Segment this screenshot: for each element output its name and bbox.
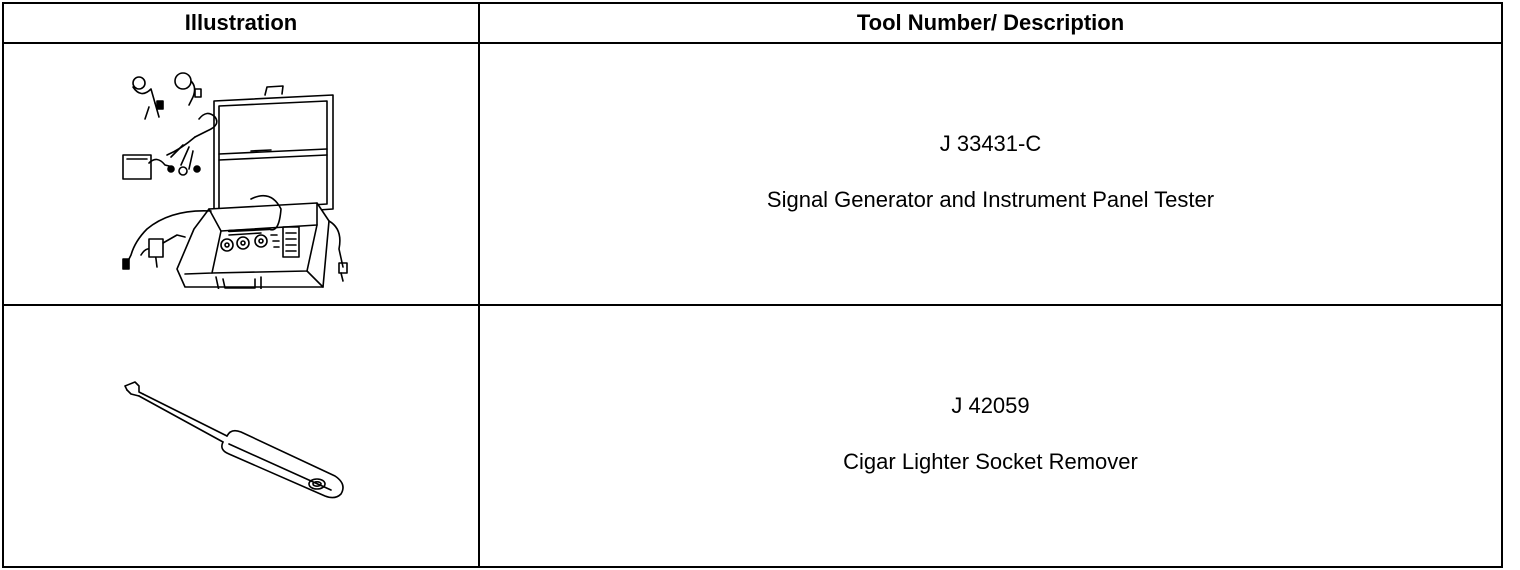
- illustration-cell: [3, 43, 479, 305]
- tool-description: Cigar Lighter Socket Remover: [843, 449, 1138, 474]
- table-row: [3, 305, 1502, 567]
- description-block: [480, 131, 1501, 213]
- tool-table: [2, 2, 1503, 568]
- tool-description: Signal Generator and Instrument Panel Tester: [766, 187, 1215, 212]
- illustration-cell: [3, 305, 479, 567]
- instrument-tester-kit-icon: [111, 59, 371, 289]
- socket-remover-tool-icon: [121, 366, 361, 506]
- tool-number: J 42059: [951, 393, 1030, 418]
- table-row: [3, 43, 1502, 305]
- tool-number: J 33431-C: [939, 131, 1042, 156]
- header-illustration: Illustration: [3, 3, 479, 43]
- header-row: [3, 3, 1502, 43]
- description-cell: [479, 43, 1502, 305]
- description-block: [480, 393, 1501, 475]
- header-tool-description: Tool Number/ Description: [479, 3, 1502, 43]
- description-cell: [479, 305, 1502, 567]
